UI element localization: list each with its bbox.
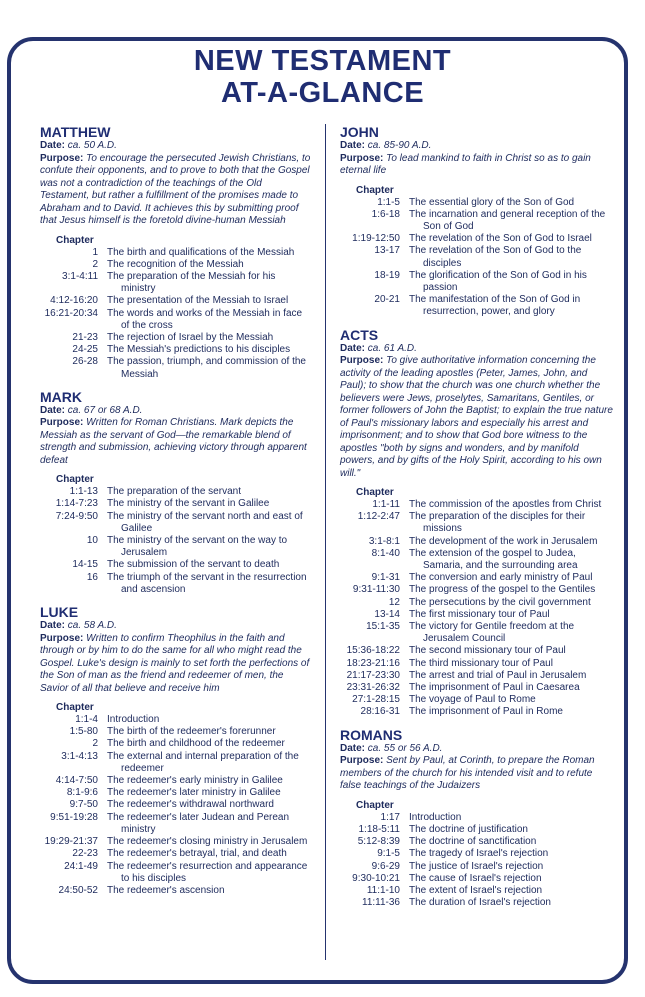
date-value: ca. 85-90 A.D. (367, 140, 432, 151)
chapter-ref: 10 (86, 535, 98, 547)
chapter-description: The ministry of the servant in Galilee (107, 498, 270, 510)
chapter-row (40, 308, 312, 332)
chapter-row (40, 559, 312, 571)
chapter-row (340, 645, 615, 657)
book-title: ROMANS (340, 726, 403, 743)
chapter-ref: 3:1-4:11 (62, 270, 98, 282)
chapter-description: The second missionary tour of Paul (409, 645, 566, 657)
chapter-description: The redeemer's ascension (107, 884, 225, 896)
chapter-ref: 14-15 (72, 559, 98, 571)
chapter-header: Chapter (56, 234, 94, 246)
date-value: ca. 55 or 56 A.D. (367, 742, 443, 754)
chapter-ref: 3:1-8:1 (368, 535, 400, 547)
chapter-row (340, 682, 615, 694)
chapter-ref: 12 (388, 596, 400, 608)
book-date (40, 140, 312, 153)
chapter-row (340, 848, 615, 860)
chapter-ref: 11:11-36 (362, 897, 400, 909)
chapter-description: The redeemer's closing ministry in Jerusalem (107, 836, 308, 848)
chapter-ref: 1:14-7:23 (55, 498, 98, 510)
chapter-ref: 16:21-20:34 (44, 307, 98, 319)
chapter-ref: 24:1-49 (64, 860, 98, 872)
chapter-row (340, 197, 615, 209)
chapter-ref: 18-19 (374, 269, 400, 281)
date-label: Date: (40, 404, 66, 416)
chapter-row (40, 714, 312, 726)
chapter-description: Introduction (409, 811, 462, 823)
chapter-description: The birth and childhood of the redeemer (107, 738, 285, 750)
purpose-label: Purpose: (40, 152, 84, 164)
book-purpose (340, 153, 615, 178)
chapter-description: The redeemer's resurrection and appearance to his disciples (107, 860, 308, 884)
chapter-row (340, 233, 615, 245)
chapter-description: The presentation of the Messiah to Israel (107, 295, 289, 307)
chapter-description: The ministry of the servant north and east of Galilee (107, 510, 303, 534)
chapter-description: The conversion and early ministry of Paul (409, 572, 593, 584)
chapter-description: The triumph of the servant in the resurrection and ascension (107, 571, 307, 595)
chapter-ref: 7:24-9:50 (55, 510, 98, 522)
book-purpose (340, 755, 615, 793)
chapter-ref: 1 (92, 246, 98, 258)
chapter-row (40, 295, 312, 307)
chapter-row (40, 885, 312, 897)
book-title: JOHN (340, 124, 379, 140)
book-section-romans (340, 727, 615, 910)
chapter-row (40, 836, 312, 848)
purpose-label: Purpose: (40, 417, 84, 429)
book-date (340, 743, 615, 756)
chapter-description: The ministry of the servant on the way to Jerusalem (107, 535, 288, 559)
chapter-description: The manifestation of the Son of God in resurrection, power, and glory (409, 294, 581, 318)
chapter-ref: 13-17 (374, 245, 400, 257)
chapter-row (340, 885, 615, 897)
chapter-ref: 9:31-11:30 (352, 584, 400, 596)
chapter-row (40, 247, 312, 259)
chapter-description: The doctrine of sanctification (409, 836, 537, 848)
book-purpose (40, 633, 312, 696)
date-label: Date: (40, 620, 66, 632)
chapter-ref: 20-21 (374, 294, 400, 306)
chapter-row (340, 621, 615, 645)
chapter-ref: 28:16-31 (360, 706, 400, 718)
date-label: Date: (40, 140, 66, 151)
book-date (340, 140, 615, 153)
chapter-description: The rejection of Israel by the Messiah (107, 331, 274, 343)
chapter-description: The voyage of Paul to Rome (409, 694, 536, 706)
chapter-description: The cause of Israel's rejection (409, 872, 542, 884)
chapter-description: Introduction (107, 714, 160, 726)
chapter-ref: 21:17-23:30 (346, 669, 400, 681)
chapter-row (340, 609, 615, 621)
chapter-description: The glorification of the Son of God in his passion (409, 269, 587, 293)
chapter-ref: 8:1-40 (371, 547, 400, 559)
chapter-row (340, 499, 615, 511)
chapter-ref: 2 (92, 258, 98, 270)
chapter-ref: 9:51-19:28 (50, 811, 98, 823)
chapter-row (40, 775, 312, 787)
chapter-row (40, 812, 312, 836)
book-section-mark (40, 389, 312, 596)
chapter-ref: 11:1-10 (366, 884, 400, 896)
chapter-row (340, 536, 615, 548)
chapter-header: Chapter (356, 487, 394, 499)
chapter-row (340, 245, 615, 269)
purpose-label: Purpose: (340, 755, 384, 767)
date-value: ca. 50 A.D. (67, 140, 117, 151)
column-divider (325, 124, 326, 960)
purpose-text: Sent by Paul, at Corinth, to prepare the Roman members of the church for his intended visit and to refute false teachings of the Judaizers (340, 755, 595, 792)
chapter-ref: 1:18-5:11 (358, 823, 400, 835)
book-title: MARK (40, 388, 82, 405)
purpose-text: To give authoritative information concerning the activity of the leading apostles (Peter, James, John, and Paul); to show that the church was one church whether the believers were Jews, proselytes, Samaritans, Gentiles, or former followers of John the Baptist; to explain the true nature of Paul's missionary labors and especially his arrest and imprisonment; and to show that God bore witness to the apostles "both by signs and wonders, and by manifold powers, and by gifts of the Holy Spirit, according to his own will." (340, 355, 613, 479)
date-value: ca. 67 or 68 A.D. (67, 404, 143, 416)
chapter-ref: 26-28 (72, 356, 98, 368)
chapter-row (340, 836, 615, 848)
chapter-ref: 1:1-4 (75, 714, 98, 726)
chapter-description: The arrest and trial of Paul in Jerusalem (409, 669, 587, 681)
chapter-description: The development of the work in Jerusalem (409, 535, 598, 547)
chapter-row (40, 259, 312, 271)
chapter-ref: 9:30-10:21 (352, 872, 400, 884)
chapter-description: The third missionary tour of Paul (409, 657, 553, 669)
date-label: Date: (340, 742, 366, 754)
chapter-description: The birth of the redeemer's forerunner (107, 726, 276, 738)
book-section-john (340, 124, 615, 319)
chapter-description: The redeemer's later Judean and Perean ministry (107, 811, 290, 835)
chapter-ref: 19:29-21:37 (44, 836, 98, 848)
chapter-row (340, 270, 615, 294)
chapter-header: Chapter (356, 799, 394, 811)
chapter-description: The imprisonment of Paul in Rome (409, 706, 563, 718)
chapter-description: The extension of the gospel to Judea, Samaria, and the surrounding area (409, 547, 578, 572)
chapter-row (340, 511, 615, 535)
chapter-description: The essential glory of the Son of God (409, 196, 575, 208)
chapter-ref: 9:6-29 (371, 860, 400, 872)
chapter-description: The first missionary tour of Paul (409, 608, 550, 620)
chapter-ref: 23:31-26:32 (346, 682, 400, 694)
page-title-line-2: AT-A-GLANCE (220, 77, 425, 109)
chapter-row (340, 658, 615, 670)
chapter-description: The preparation of the servant (107, 486, 241, 498)
chapter-row (40, 498, 312, 510)
chapter-row (40, 738, 312, 750)
chapter-ref: 27:1-28:15 (352, 694, 400, 706)
book-purpose (40, 417, 312, 467)
chapter-ref: 1:5-80 (69, 726, 98, 738)
book-section-matthew (40, 124, 312, 381)
book-section-luke (40, 604, 312, 897)
chapter-ref: 9:7-50 (69, 799, 98, 811)
chapter-ref: 15:36-18:22 (346, 645, 400, 657)
chapter-description: The doctrine of justification (409, 823, 528, 835)
book-title: MATTHEW (40, 124, 111, 140)
chapter-description: The recognition of the Messiah (107, 258, 244, 270)
chapter-row (340, 897, 615, 909)
chapter-description: The redeemer's early ministry in Galilee (107, 775, 283, 787)
purpose-text: To encourage the persecuted Jewish Christians, to confute their opponents, and to prove to both that the Gospel was not a contradiction of the teachings of the Old Testament, but rather a fulfillment of the promises made to Abraham and to David. It achieves this by submitting proof that Jesus himself is the foretold divine-human Messiah (40, 152, 311, 226)
chapter-row (40, 726, 312, 738)
chapter-description: The revelation of the Son of God to Israel (409, 233, 592, 245)
chapter-row (340, 572, 615, 584)
chapter-description: The preparation of the disciples for their missions (409, 511, 586, 535)
chapter-header: Chapter (356, 184, 394, 196)
book-purpose (40, 153, 312, 228)
chapter-description: The revelation of the Son of God to the disciples (409, 245, 582, 269)
chapter-row (40, 799, 312, 811)
chapter-description: The submission of the servant to death (107, 559, 280, 571)
chapter-ref: 4:14-7:50 (55, 775, 98, 787)
chapter-row (40, 751, 312, 775)
chapter-ref: 8:1-9:6 (66, 787, 98, 799)
chapter-row (40, 572, 312, 596)
chapter-description: The external and internal preparation of the redeemer (107, 750, 299, 774)
chapter-row (340, 824, 615, 836)
chapter-row (40, 511, 312, 535)
chapter-description: The progress of the gospel to the Gentiles (409, 584, 596, 596)
chapter-row (40, 271, 312, 295)
chapter-row (40, 344, 312, 356)
chapter-row (40, 486, 312, 498)
book-section-acts (340, 327, 615, 719)
book-date (40, 405, 312, 418)
chapter-description: The extent of Israel's rejection (409, 884, 543, 896)
chapter-description: The justice of Israel's rejection (409, 860, 544, 872)
chapter-ref: 22-23 (72, 848, 98, 860)
chapter-description: The victory for Gentile freedom at the Jerusalem Council (409, 621, 575, 645)
left-column (40, 124, 312, 905)
chapter-description: The words and works of the Messiah in face of the cross (107, 307, 303, 331)
date-value: ca. 58 A.D. (67, 620, 117, 632)
chapter-row (340, 670, 615, 682)
chapter-description: The redeemer's betrayal, trial, and death (107, 848, 287, 860)
purpose-label: Purpose: (340, 152, 384, 164)
chapter-description: The preparation of the Messiah for his ministry (107, 270, 276, 295)
chapter-header: Chapter (56, 702, 94, 714)
book-purpose (340, 355, 615, 480)
book-title: LUKE (40, 604, 79, 621)
chapter-description: The redeemer's withdrawal northward (107, 799, 274, 811)
chapter-ref: 2 (92, 738, 98, 750)
right-column (340, 124, 615, 917)
chapter-row (40, 356, 312, 380)
chapter-row (340, 861, 615, 873)
purpose-label: Purpose: (340, 355, 384, 367)
chapter-row (340, 812, 615, 824)
date-value: ca. 61 A.D. (367, 342, 417, 354)
chapter-description: The passion, triumph, and commission of the Messiah (107, 356, 306, 380)
chapter-row (340, 294, 615, 318)
chapter-row (340, 584, 615, 596)
chapter-description: The Messiah's predictions to his disciples (107, 344, 291, 356)
chapter-ref: 3:1-4:13 (61, 750, 98, 762)
purpose-text: Written for Roman Christians. Mark depicts the Messiah as the servant of God—the remarkable blend of strength and submission, achieving victory through apparent defeat (40, 417, 307, 466)
chapter-ref: 9:1-5 (377, 848, 400, 860)
chapter-ref: 1:12-2:47 (357, 511, 400, 523)
chapter-description: The commission of the apostles from Christ (409, 499, 602, 511)
chapter-description: The duration of Israel's rejection (409, 897, 551, 909)
chapter-ref: 15:1-35 (366, 621, 400, 633)
chapter-ref: 1:1-5 (377, 196, 400, 208)
chapter-description: The tragedy of Israel's rejection (409, 848, 549, 860)
chapter-ref: 13-14 (374, 608, 400, 620)
chapter-description: The redeemer's later ministry in Galilee (107, 787, 281, 799)
chapter-row (40, 535, 312, 559)
chapter-row (340, 706, 615, 718)
chapter-row (40, 787, 312, 799)
date-label: Date: (340, 342, 366, 354)
chapter-ref: 1:1-11 (372, 499, 400, 511)
book-title: ACTS (340, 326, 379, 343)
chapter-row (40, 848, 312, 860)
chapter-description: The incarnation and general reception of the Son of God (409, 208, 606, 232)
page-title-line-1: NEW TESTAMENT (193, 45, 452, 77)
chapter-header: Chapter (56, 474, 94, 486)
chapter-row (340, 694, 615, 706)
purpose-text: Written to confirm Theophilus in the faith and through or by him to do the same for all who might read the Gospel. Luke's design is mainly to set forth the perfections of the Son of man as the friend and redeemer of men, the Savior of all that believe and receive him (40, 632, 310, 694)
chapter-description: The birth and qualifications of the Messiah (107, 246, 295, 258)
chapter-ref: 1:19-12:50 (352, 233, 400, 245)
chapter-ref: 1:1-13 (69, 486, 98, 498)
date-label: Date: (340, 140, 366, 151)
chapter-ref: 9:1-31 (371, 572, 400, 584)
chapter-ref: 4:12-16:20 (50, 295, 98, 307)
chapter-ref: 24:50-52 (58, 884, 98, 896)
chapter-description: The imprisonment of Paul in Caesarea (409, 682, 580, 694)
chapter-row (340, 597, 615, 609)
chapter-ref: 1:6-18 (371, 208, 400, 220)
chapter-row (340, 209, 615, 233)
chapter-row (40, 332, 312, 344)
chapter-ref: 24-25 (72, 344, 98, 356)
book-date (40, 620, 312, 633)
chapter-ref: 5:12-8:39 (357, 836, 400, 848)
purpose-label: Purpose: (40, 632, 84, 644)
chapter-ref: 21-23 (72, 331, 98, 343)
purpose-text: To lead mankind to faith in Christ so as to gain eternal life (340, 152, 591, 176)
book-date (340, 343, 615, 356)
chapter-ref: 1:17 (380, 811, 400, 823)
chapter-description: The persecutions by the civil government (409, 596, 591, 608)
chapter-row (340, 873, 615, 885)
chapter-row (340, 548, 615, 572)
chapter-ref: 18:23-21:16 (346, 657, 400, 669)
chapter-ref: 16 (86, 571, 98, 583)
chapter-row (40, 861, 312, 885)
